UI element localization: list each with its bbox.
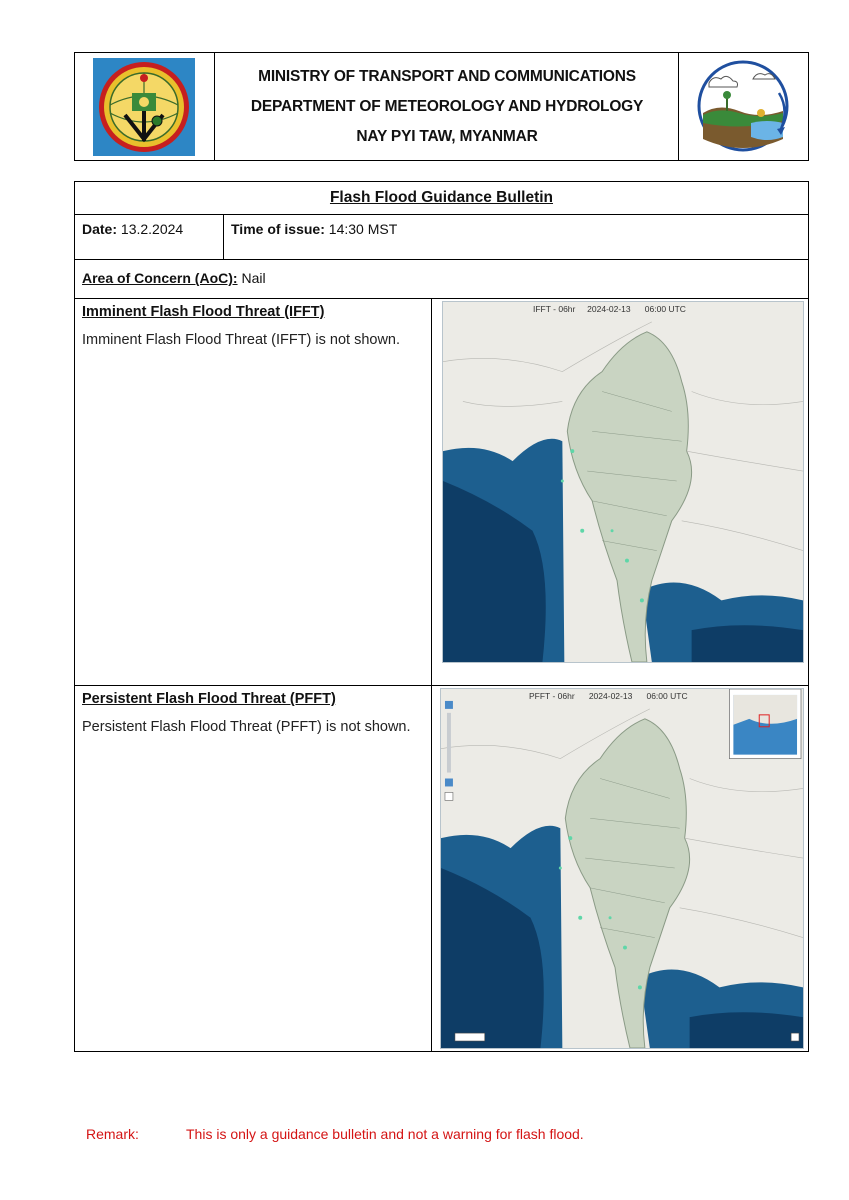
- ifft-text-cell: [75, 299, 432, 685]
- area-of-concern-row: [75, 260, 808, 299]
- location-name: NAY PYI TAW, MYANMAR: [356, 127, 538, 145]
- issue-time: [231, 221, 397, 237]
- left-logo-cell: [75, 53, 215, 160]
- ifft-description: Imminent Flash Flood Threat (IFFT) is not shown.: [82, 332, 401, 348]
- issue-date: [82, 221, 183, 237]
- pfft-map-image: [441, 689, 803, 1048]
- ifft-title: Imminent Flash Flood Threat (IFFT): [82, 304, 325, 320]
- bulletin-title-row: [75, 182, 808, 215]
- date-time-row: [75, 215, 808, 260]
- area-of-concern: [82, 270, 266, 286]
- letterhead: [74, 52, 809, 161]
- pfft-title: Persistent Flash Flood Threat (PFFT): [82, 691, 336, 707]
- bulletin-table: [74, 181, 809, 1052]
- right-logo-cell: [678, 53, 808, 160]
- ifft-map: [442, 301, 804, 663]
- ifft-section: [75, 299, 808, 686]
- remark-label: Remark:: [86, 1126, 139, 1142]
- remark-text: This is only a guidance bulletin and not a warning for flash flood.: [186, 1126, 584, 1142]
- pfft-description: Persistent Flash Flood Threat (PFFT) is not shown.: [82, 719, 411, 735]
- hydrology-cycle-icon: [679, 53, 808, 160]
- ministry-name: MINISTRY OF TRANSPORT AND COMMUNICATIONS: [258, 67, 636, 85]
- ifft-map-caption: IFFT - 06hr 2024-02-13 06:00 UTC: [533, 304, 686, 314]
- time-value: 14:30 MST: [328, 221, 398, 237]
- department-name: DEPARTMENT OF METEOROLOGY AND HYDROLOGY: [250, 97, 644, 115]
- pfft-map-caption: PFFT - 06hr 2024-02-13 06:00 UTC: [529, 691, 688, 701]
- zoom-in-icon: [445, 701, 453, 709]
- date-value: 13.2.2024: [120, 221, 184, 237]
- ministry-emblem-icon: [75, 53, 214, 160]
- time-label: Time of issue:: [231, 221, 325, 237]
- letterhead-title: [215, 53, 679, 160]
- ifft-map-image: [443, 302, 803, 662]
- pfft-section: [75, 686, 808, 1051]
- pfft-text-cell: [75, 686, 432, 1051]
- bulletin-title: Flash Flood Guidance Bulletin: [329, 189, 554, 206]
- pfft-map: [440, 688, 804, 1049]
- date-label: Date:: [82, 221, 118, 237]
- aoc-value: Nail: [241, 270, 266, 286]
- aoc-label: Area of Concern (AoC):: [82, 270, 238, 286]
- date-cell: [75, 215, 224, 259]
